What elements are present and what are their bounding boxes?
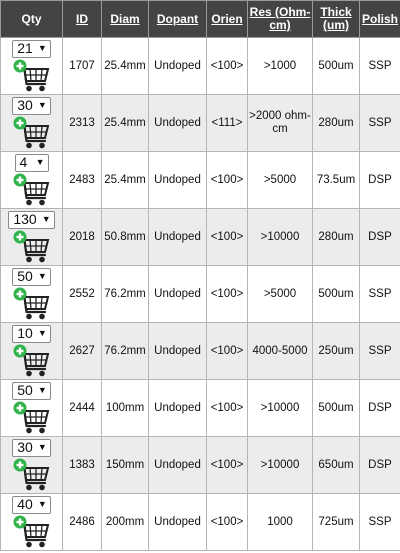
quantity-value: 30 xyxy=(17,99,33,112)
table-row xyxy=(1,266,400,323)
id-cell: 1707 xyxy=(63,38,102,95)
add-to-cart-icon[interactable] xyxy=(12,116,52,150)
polish-cell: SSP xyxy=(360,494,400,551)
orien-cell: <100> xyxy=(207,494,248,551)
table-row xyxy=(1,323,400,380)
qty-cell xyxy=(1,494,63,551)
diam-cell: 76.2mm xyxy=(102,266,149,323)
orien-cell: <100> xyxy=(207,38,248,95)
thick-cell: 500um xyxy=(313,266,360,323)
diam-cell: 25.4mm xyxy=(102,95,149,152)
qty-cell xyxy=(1,152,63,209)
diam-cell: 25.4mm xyxy=(102,38,149,95)
dopant-cell: Undoped xyxy=(149,437,207,494)
id-cell: 2444 xyxy=(63,380,102,437)
header-qty: Qty xyxy=(1,1,63,38)
res-cell: >1000 xyxy=(248,38,313,95)
qty-cell xyxy=(1,209,63,266)
polish-cell: DSP xyxy=(360,380,400,437)
qty-cell xyxy=(1,266,63,323)
id-cell: 2627 xyxy=(63,323,102,380)
res-cell: >2000 ohm-cm xyxy=(248,95,313,152)
orien-cell: <100> xyxy=(207,266,248,323)
chevron-down-icon: ▼ xyxy=(36,156,45,169)
quantity-value: 4 xyxy=(20,156,28,169)
quantity-select[interactable] xyxy=(12,97,51,115)
thick-cell: 500um xyxy=(313,380,360,437)
dopant-cell: Undoped xyxy=(149,323,207,380)
table-row xyxy=(1,95,400,152)
polish-cell: DSP xyxy=(360,209,400,266)
quantity-value: 30 xyxy=(17,441,33,454)
table-row xyxy=(1,380,400,437)
diam-cell: 50.8mm xyxy=(102,209,149,266)
thick-cell: 73.5um xyxy=(313,152,360,209)
chevron-down-icon: ▼ xyxy=(38,42,47,55)
dopant-cell: Undoped xyxy=(149,266,207,323)
res-cell: 4000-5000 xyxy=(248,323,313,380)
polish-cell: SSP xyxy=(360,95,400,152)
header-dopant[interactable]: Dopant xyxy=(149,1,207,38)
diam-cell: 200mm xyxy=(102,494,149,551)
chevron-down-icon: ▼ xyxy=(38,441,47,454)
res-cell: >5000 xyxy=(248,266,313,323)
add-to-cart-icon[interactable] xyxy=(12,458,52,492)
qty-cell xyxy=(1,95,63,152)
quantity-select[interactable] xyxy=(12,325,51,343)
add-to-cart-icon[interactable] xyxy=(12,401,52,435)
diam-cell: 76.2mm xyxy=(102,323,149,380)
thick-cell: 725um xyxy=(313,494,360,551)
quantity-value: 21 xyxy=(17,42,33,55)
polish-cell: SSP xyxy=(360,38,400,95)
id-cell: 2552 xyxy=(63,266,102,323)
header-thick[interactable]: Thick (um) xyxy=(313,1,360,38)
chevron-down-icon: ▼ xyxy=(38,270,47,283)
diam-cell: 100mm xyxy=(102,380,149,437)
id-cell: 2483 xyxy=(63,152,102,209)
header-res[interactable]: Res (Ohm-cm) xyxy=(248,1,313,38)
header-orien[interactable]: Orien xyxy=(207,1,248,38)
add-to-cart-icon[interactable] xyxy=(12,59,52,93)
polish-cell: DSP xyxy=(360,437,400,494)
orien-cell: <111> xyxy=(207,95,248,152)
id-cell: 1383 xyxy=(63,437,102,494)
thick-cell: 280um xyxy=(313,209,360,266)
id-cell: 2313 xyxy=(63,95,102,152)
res-cell: >10000 xyxy=(248,380,313,437)
table-row xyxy=(1,38,400,95)
quantity-select[interactable] xyxy=(12,268,51,286)
chevron-down-icon: ▼ xyxy=(42,213,51,226)
quantity-value: 10 xyxy=(17,327,33,340)
thick-cell: 250um xyxy=(313,323,360,380)
chevron-down-icon: ▼ xyxy=(38,327,47,340)
add-to-cart-icon[interactable] xyxy=(12,515,52,549)
quantity-select[interactable] xyxy=(12,40,51,58)
dopant-cell: Undoped xyxy=(149,152,207,209)
orien-cell: <100> xyxy=(207,323,248,380)
table-row xyxy=(1,437,400,494)
diam-cell: 150mm xyxy=(102,437,149,494)
orien-cell: <100> xyxy=(207,437,248,494)
orien-cell: <100> xyxy=(207,209,248,266)
chevron-down-icon: ▼ xyxy=(38,99,47,112)
table-row xyxy=(1,494,400,551)
thick-cell: 500um xyxy=(313,38,360,95)
add-to-cart-icon[interactable] xyxy=(12,230,52,264)
quantity-select[interactable] xyxy=(12,382,51,400)
header-polish[interactable]: Polish xyxy=(360,1,400,38)
res-cell: 1000 xyxy=(248,494,313,551)
header-row xyxy=(1,1,400,38)
quantity-select[interactable] xyxy=(15,154,49,172)
qty-cell xyxy=(1,380,63,437)
add-to-cart-icon[interactable] xyxy=(12,173,52,207)
res-cell: >10000 xyxy=(248,209,313,266)
table-row xyxy=(1,209,400,266)
polish-cell: DSP xyxy=(360,152,400,209)
polish-cell: SSP xyxy=(360,323,400,380)
thick-cell: 650um xyxy=(313,437,360,494)
orien-cell: <100> xyxy=(207,152,248,209)
add-to-cart-icon[interactable] xyxy=(12,287,52,321)
polish-cell: SSP xyxy=(360,266,400,323)
quantity-value: 50 xyxy=(17,270,33,283)
orien-cell: <100> xyxy=(207,380,248,437)
id-cell: 2018 xyxy=(63,209,102,266)
dopant-cell: Undoped xyxy=(149,380,207,437)
res-cell: >10000 xyxy=(248,437,313,494)
header-diam[interactable]: Diam xyxy=(102,1,149,38)
table-row xyxy=(1,152,400,209)
quantity-select[interactable] xyxy=(12,496,51,514)
quantity-value: 40 xyxy=(17,498,33,511)
quantity-value: 50 xyxy=(17,384,33,397)
quantity-value: 130 xyxy=(13,213,36,226)
res-cell: >5000 xyxy=(248,152,313,209)
quantity-select[interactable] xyxy=(12,439,51,457)
chevron-down-icon: ▼ xyxy=(38,384,47,397)
dopant-cell: Undoped xyxy=(149,494,207,551)
dopant-cell: Undoped xyxy=(149,38,207,95)
qty-cell xyxy=(1,38,63,95)
id-cell: 2486 xyxy=(63,494,102,551)
add-to-cart-icon[interactable] xyxy=(12,344,52,378)
diam-cell: 25.4mm xyxy=(102,152,149,209)
quantity-select[interactable] xyxy=(8,211,54,229)
dopant-cell: Undoped xyxy=(149,95,207,152)
thick-cell: 280um xyxy=(313,95,360,152)
chevron-down-icon: ▼ xyxy=(38,498,47,511)
qty-cell xyxy=(1,323,63,380)
dopant-cell: Undoped xyxy=(149,209,207,266)
qty-cell xyxy=(1,437,63,494)
header-id[interactable]: ID xyxy=(63,1,102,38)
